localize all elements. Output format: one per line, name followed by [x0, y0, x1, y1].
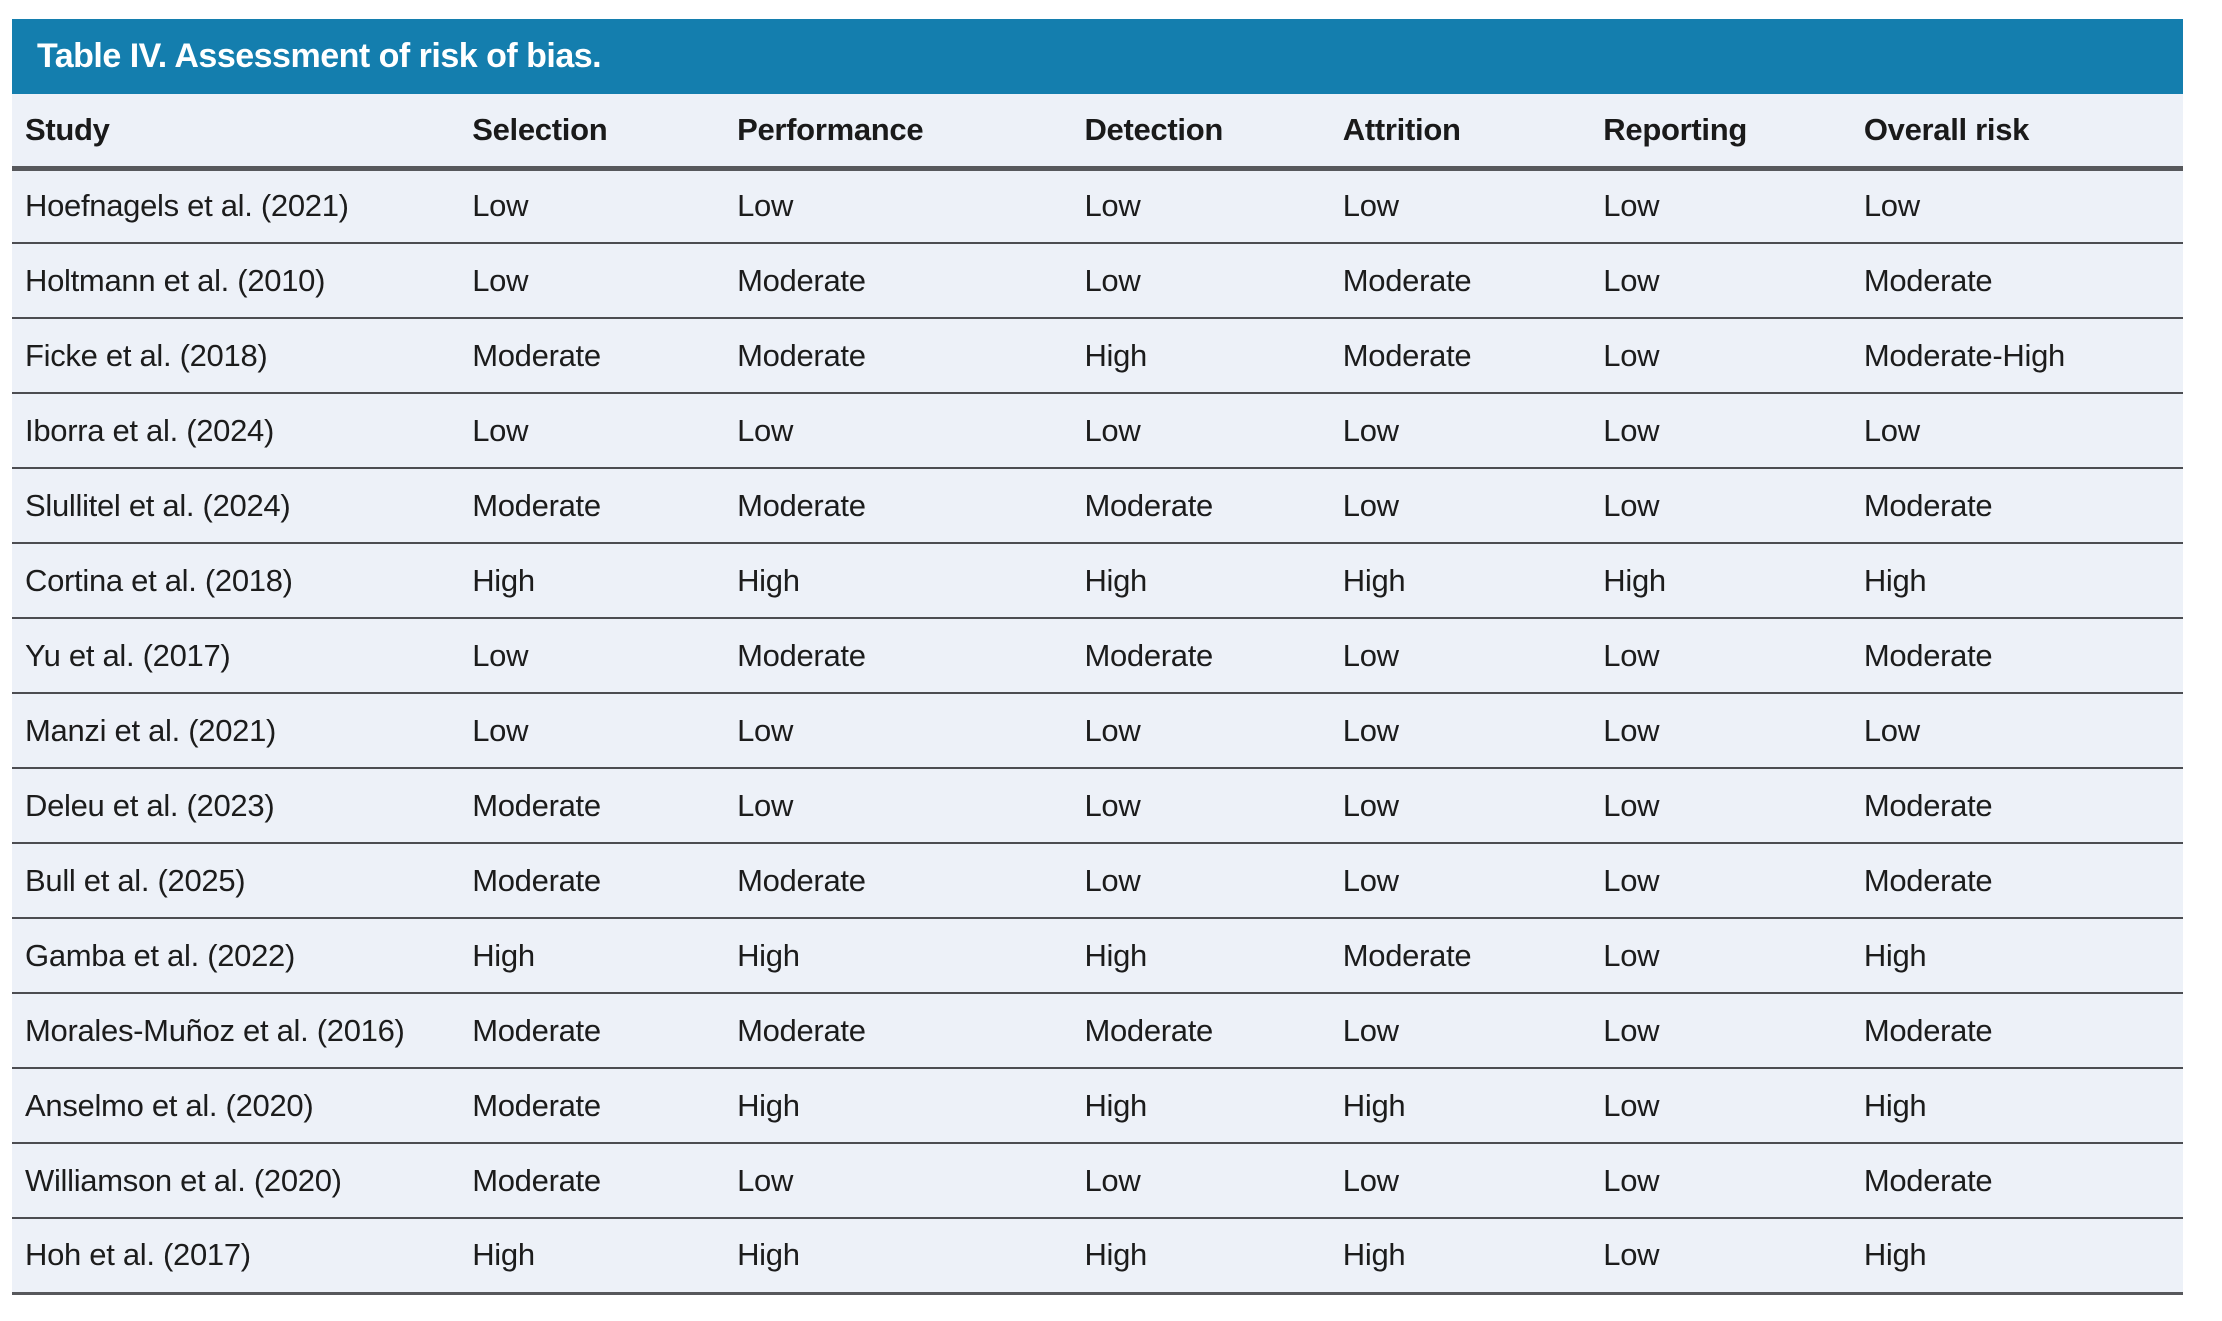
cell-detection: Low — [1071, 1143, 1329, 1218]
cell-detection: Moderate — [1071, 618, 1329, 693]
cell-study: Holtmann et al. (2010) — [12, 243, 459, 318]
cell-study: Hoh et al. (2017) — [12, 1218, 459, 1293]
cell-attrition: High — [1330, 1218, 1591, 1293]
cell-attrition: High — [1330, 543, 1591, 618]
column-header-study: Study — [12, 94, 459, 168]
cell-performance: Low — [724, 168, 1071, 243]
cell-overall-risk: Low — [1851, 168, 2183, 243]
cell-performance: Low — [724, 693, 1071, 768]
cell-detection: High — [1071, 318, 1329, 393]
cell-detection: Low — [1071, 693, 1329, 768]
cell-selection: High — [459, 1218, 724, 1293]
cell-reporting: Low — [1590, 843, 1851, 918]
cell-study: Anselmo et al. (2020) — [12, 1068, 459, 1143]
cell-overall-risk: High — [1851, 1218, 2183, 1293]
cell-study: Slullitel et al. (2024) — [12, 468, 459, 543]
cell-reporting: Low — [1590, 168, 1851, 243]
table-row — [12, 993, 2183, 1068]
cell-attrition: Low — [1330, 393, 1591, 468]
cell-study: Cortina et al. (2018) — [12, 543, 459, 618]
cell-attrition: Low — [1330, 1143, 1591, 1218]
cell-attrition: Low — [1330, 693, 1591, 768]
cell-attrition: Low — [1330, 768, 1591, 843]
cell-overall-risk: High — [1851, 918, 2183, 993]
cell-performance: High — [724, 1068, 1071, 1143]
cell-reporting: Low — [1590, 618, 1851, 693]
cell-reporting: Low — [1590, 768, 1851, 843]
cell-selection: Low — [459, 693, 724, 768]
cell-attrition: Low — [1330, 843, 1591, 918]
cell-performance: Moderate — [724, 318, 1071, 393]
cell-detection: Low — [1071, 243, 1329, 318]
cell-study: Bull et al. (2025) — [12, 843, 459, 918]
cell-study: Hoefnagels et al. (2021) — [12, 168, 459, 243]
cell-detection: High — [1071, 1068, 1329, 1143]
cell-detection: High — [1071, 543, 1329, 618]
cell-selection: Moderate — [459, 318, 724, 393]
cell-overall-risk: Moderate — [1851, 468, 2183, 543]
column-header-performance: Performance — [724, 94, 1071, 168]
cell-overall-risk: Moderate — [1851, 243, 2183, 318]
cell-selection: Low — [459, 393, 724, 468]
bias-table — [12, 94, 2183, 1295]
cell-study: Williamson et al. (2020) — [12, 1143, 459, 1218]
cell-attrition: High — [1330, 1068, 1591, 1143]
table-row — [12, 1143, 2183, 1218]
cell-attrition: Low — [1330, 618, 1591, 693]
cell-performance: Moderate — [724, 468, 1071, 543]
table-row — [12, 768, 2183, 843]
column-header-selection: Selection — [459, 94, 724, 168]
cell-attrition: Low — [1330, 168, 1591, 243]
cell-performance: Moderate — [724, 243, 1071, 318]
cell-performance: Low — [724, 768, 1071, 843]
cell-selection: Moderate — [459, 468, 724, 543]
table-row — [12, 618, 2183, 693]
cell-detection: High — [1071, 1218, 1329, 1293]
cell-overall-risk: Low — [1851, 393, 2183, 468]
cell-study: Gamba et al. (2022) — [12, 918, 459, 993]
cell-selection: Moderate — [459, 768, 724, 843]
cell-detection: Moderate — [1071, 468, 1329, 543]
cell-detection: Low — [1071, 843, 1329, 918]
cell-performance: Moderate — [724, 843, 1071, 918]
cell-study: Yu et al. (2017) — [12, 618, 459, 693]
cell-study: Morales-Muñoz et al. (2016) — [12, 993, 459, 1068]
table-row — [12, 243, 2183, 318]
table-row — [12, 843, 2183, 918]
table-row — [12, 1218, 2183, 1293]
cell-selection: Moderate — [459, 1068, 724, 1143]
cell-selection: Moderate — [459, 843, 724, 918]
cell-overall-risk: Moderate-High — [1851, 318, 2183, 393]
cell-reporting: Low — [1590, 693, 1851, 768]
cell-reporting: Low — [1590, 1068, 1851, 1143]
cell-performance: Low — [724, 393, 1071, 468]
table-header-row — [12, 94, 2183, 168]
cell-overall-risk: Moderate — [1851, 993, 2183, 1068]
cell-reporting: Low — [1590, 1143, 1851, 1218]
cell-study: Deleu et al. (2023) — [12, 768, 459, 843]
column-header-reporting: Reporting — [1590, 94, 1851, 168]
table-row — [12, 918, 2183, 993]
cell-study: Iborra et al. (2024) — [12, 393, 459, 468]
risk-of-bias-table — [12, 19, 2183, 1295]
table-row — [12, 393, 2183, 468]
cell-detection: High — [1071, 918, 1329, 993]
cell-performance: High — [724, 918, 1071, 993]
cell-attrition: Moderate — [1330, 318, 1591, 393]
cell-attrition: Low — [1330, 468, 1591, 543]
cell-selection: High — [459, 543, 724, 618]
column-header-attrition: Attrition — [1330, 94, 1591, 168]
table-row — [12, 468, 2183, 543]
cell-performance: High — [724, 543, 1071, 618]
cell-reporting: Low — [1590, 918, 1851, 993]
table-row — [12, 693, 2183, 768]
cell-detection: Low — [1071, 393, 1329, 468]
cell-overall-risk: Moderate — [1851, 1143, 2183, 1218]
cell-reporting: Low — [1590, 318, 1851, 393]
cell-selection: Moderate — [459, 993, 724, 1068]
cell-selection: Low — [459, 168, 724, 243]
cell-detection: Low — [1071, 168, 1329, 243]
cell-selection: High — [459, 918, 724, 993]
cell-performance: Moderate — [724, 618, 1071, 693]
cell-reporting: Low — [1590, 243, 1851, 318]
table-title: Table IV. Assessment of risk of bias. — [37, 37, 602, 75]
cell-attrition: Moderate — [1330, 918, 1591, 993]
cell-overall-risk: Low — [1851, 693, 2183, 768]
cell-overall-risk: Moderate — [1851, 843, 2183, 918]
cell-selection: Moderate — [459, 1143, 724, 1218]
column-header-detection: Detection — [1071, 94, 1329, 168]
cell-overall-risk: High — [1851, 1068, 2183, 1143]
cell-selection: Low — [459, 243, 724, 318]
cell-detection: Low — [1071, 768, 1329, 843]
cell-detection: Moderate — [1071, 993, 1329, 1068]
cell-study: Ficke et al. (2018) — [12, 318, 459, 393]
cell-performance: Moderate — [724, 993, 1071, 1068]
table-row — [12, 168, 2183, 243]
table-row — [12, 543, 2183, 618]
table-body — [12, 168, 2183, 1293]
cell-attrition: Moderate — [1330, 243, 1591, 318]
cell-reporting: High — [1590, 543, 1851, 618]
cell-overall-risk: Moderate — [1851, 768, 2183, 843]
table-title-bar — [12, 19, 2183, 94]
cell-overall-risk: Moderate — [1851, 618, 2183, 693]
cell-performance: Low — [724, 1143, 1071, 1218]
column-header-overall-risk: Overall risk — [1851, 94, 2183, 168]
cell-selection: Low — [459, 618, 724, 693]
cell-overall-risk: High — [1851, 543, 2183, 618]
cell-reporting: Low — [1590, 393, 1851, 468]
cell-study: Manzi et al. (2021) — [12, 693, 459, 768]
cell-attrition: Low — [1330, 993, 1591, 1068]
cell-performance: High — [724, 1218, 1071, 1293]
table-row — [12, 1068, 2183, 1143]
table-row — [12, 318, 2183, 393]
cell-reporting: Low — [1590, 993, 1851, 1068]
cell-reporting: Low — [1590, 468, 1851, 543]
cell-reporting: Low — [1590, 1218, 1851, 1293]
